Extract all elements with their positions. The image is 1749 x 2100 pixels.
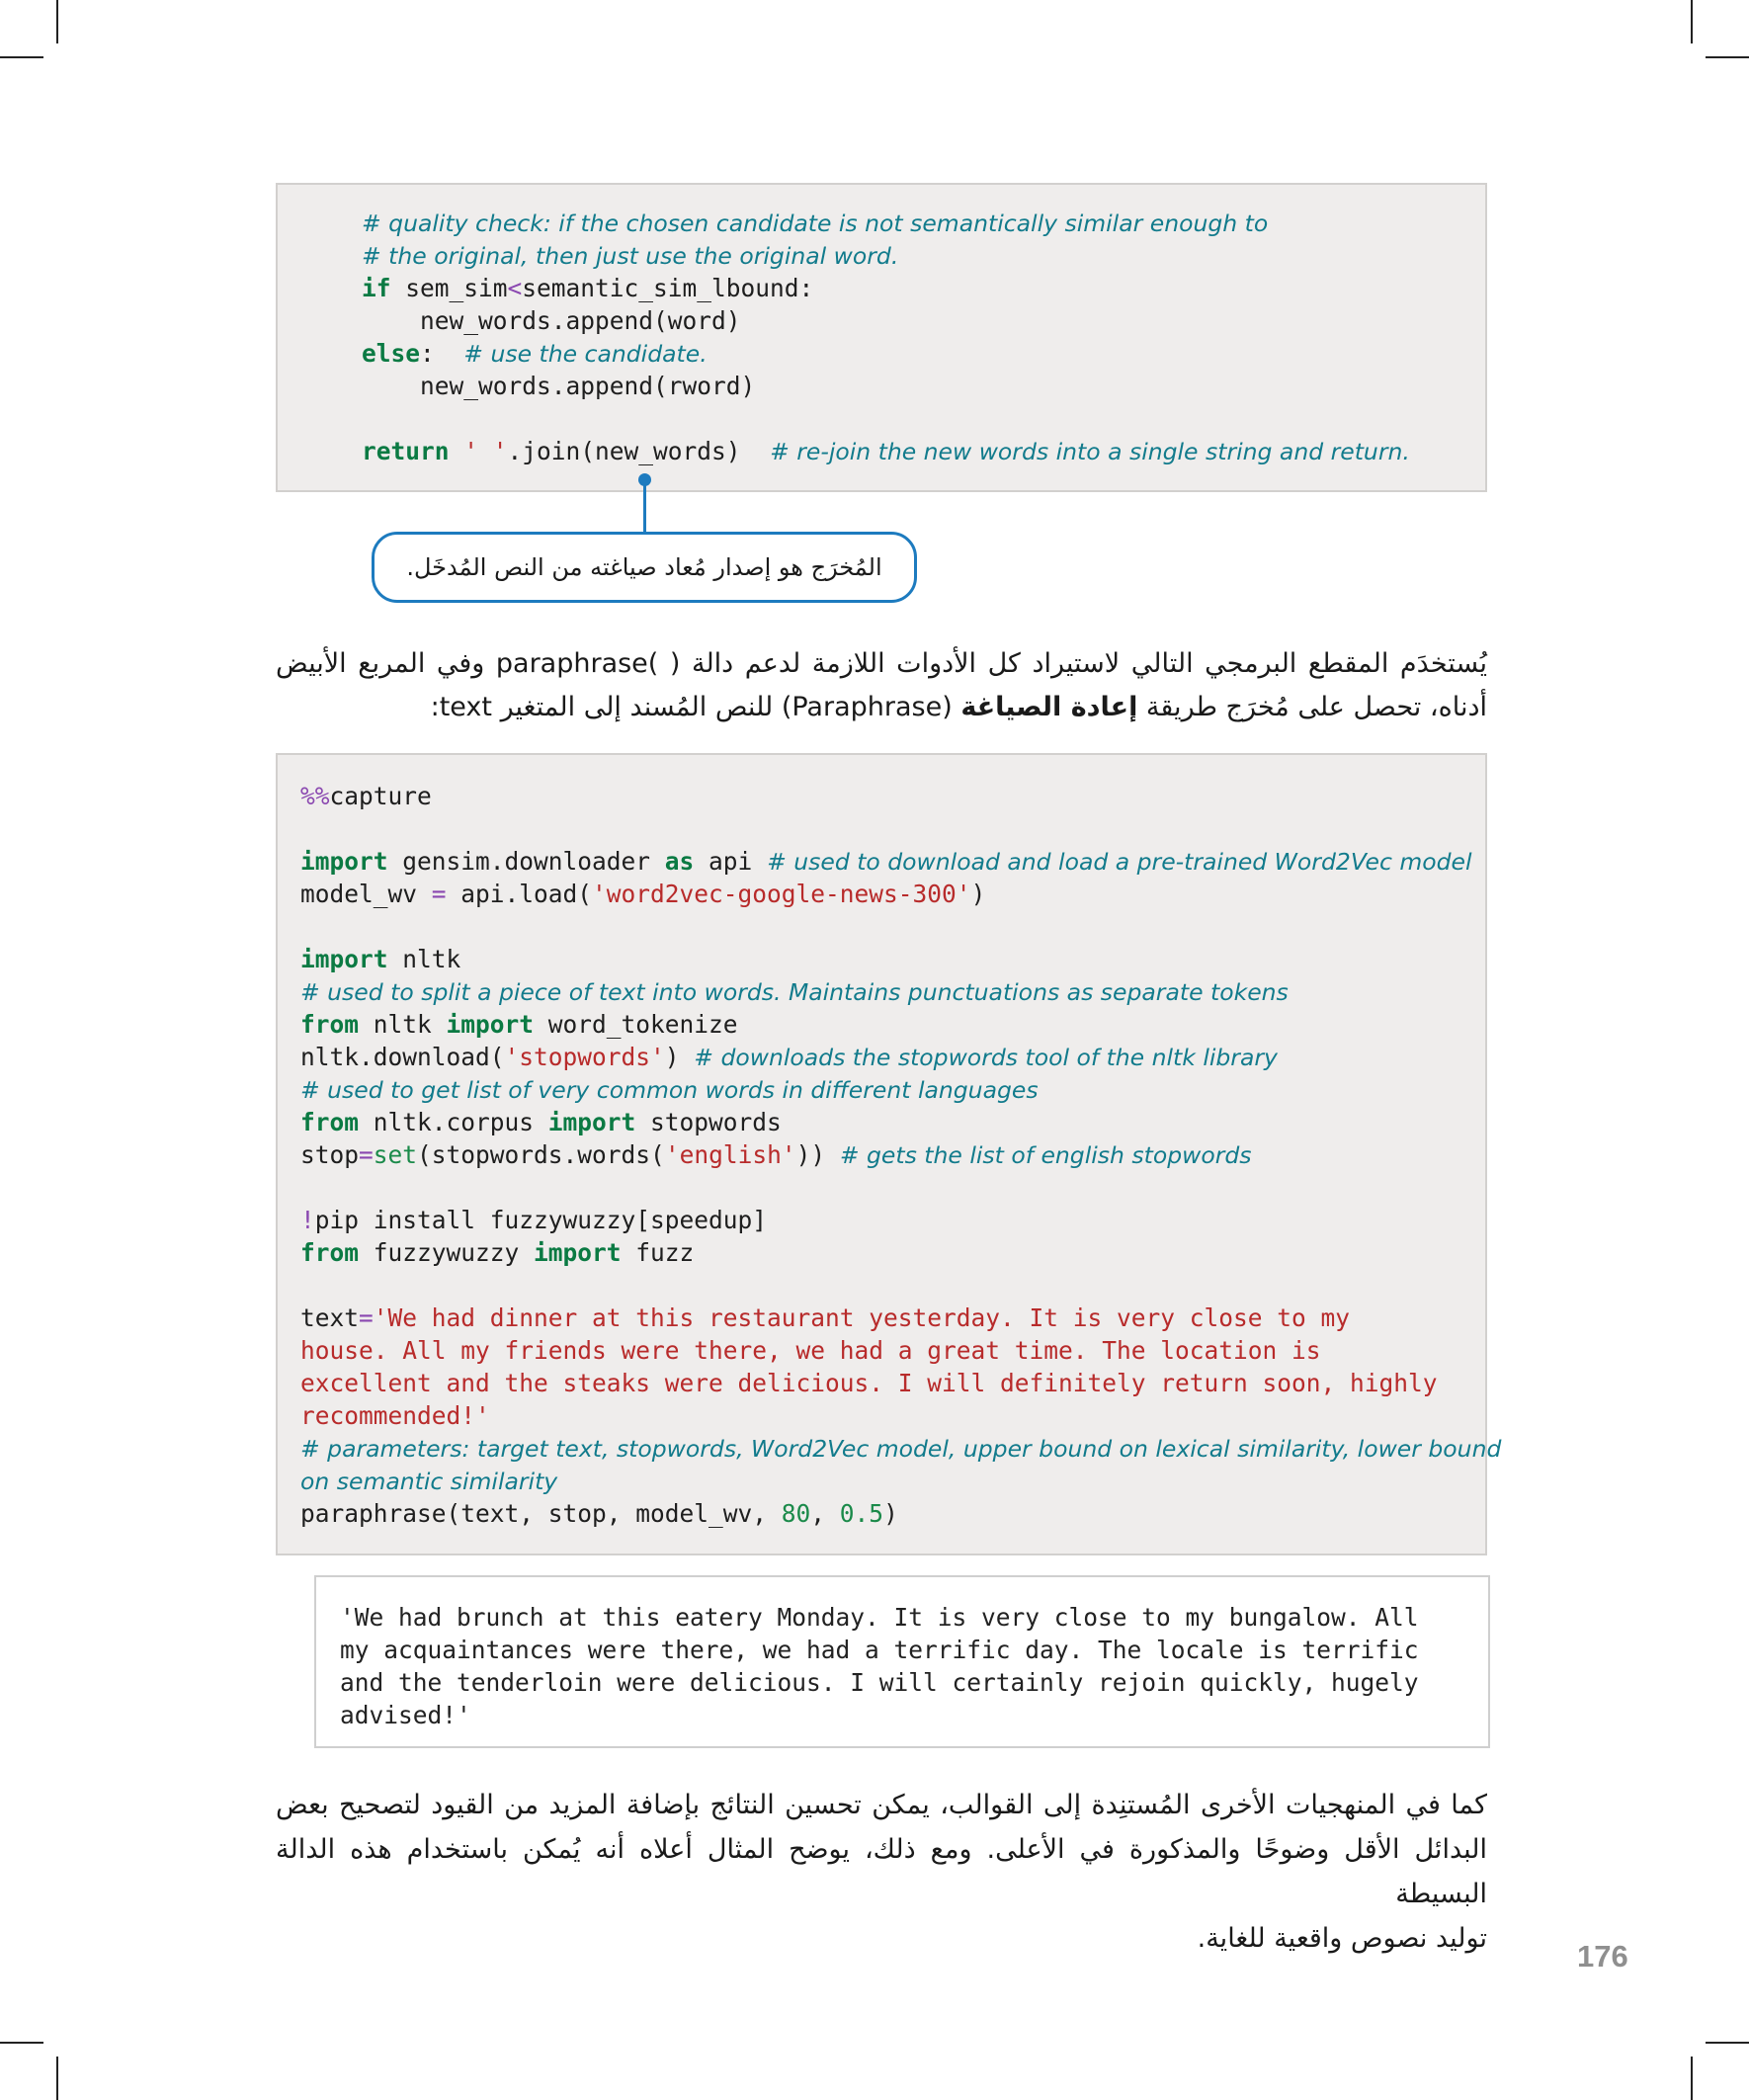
code-keyword: import	[534, 1238, 622, 1267]
code-keyword: return	[362, 437, 450, 465]
code-line	[300, 1204, 1501, 1236]
code-token: =	[359, 1303, 374, 1332]
code-comment: # gets the list of english stopwords	[839, 1141, 1252, 1169]
code-token: sem_sim	[390, 274, 508, 302]
code-line	[300, 975, 1501, 1008]
code-line	[300, 1334, 1501, 1367]
code-line	[300, 1106, 1501, 1138]
crop-mark	[1691, 2057, 1693, 2100]
code-line	[362, 272, 1410, 304]
output-line: 'We had brunch at this eatery Monday. It is very close to my bungalow. All	[340, 1603, 1419, 1632]
crop-mark	[1691, 0, 1693, 43]
code-line	[300, 1008, 1501, 1041]
code-keyword: from	[300, 1010, 360, 1039]
code-token: ))	[795, 1140, 840, 1169]
code-comment: on semantic similarity	[300, 1468, 558, 1495]
code-token: capture	[329, 782, 432, 810]
code-token: =	[359, 1140, 374, 1169]
code-token: fuzz	[621, 1238, 695, 1267]
code-string: house. All my friends were there, we had a great time. The location is	[300, 1336, 1321, 1365]
code-token: <	[507, 274, 523, 302]
code-token: fuzzywuzzy	[359, 1238, 535, 1267]
code-line	[362, 304, 1410, 337]
code-keyword: import	[446, 1010, 535, 1039]
code-token: gensim.downloader	[387, 847, 665, 876]
code-keyword: import	[547, 1108, 636, 1136]
code-keyword: import	[300, 945, 388, 973]
paragraph-conclusion-line1: كما في المنهجيات الأخرى المُستنِدة إلى القوالب، يمكن تحسين النتائج بإضافة المزيد من القيود لتصحيح بعض	[276, 1790, 1487, 1820]
code-token	[450, 437, 464, 465]
code-keyword: from	[300, 1108, 360, 1136]
code-token: stopwords	[635, 1108, 782, 1136]
code-keyword: if	[362, 274, 391, 302]
code-line	[362, 370, 1410, 402]
code-line	[300, 1497, 1501, 1530]
output-line: advised!'	[340, 1701, 471, 1729]
code-token: pip install fuzzywuzzy[speedup]	[314, 1206, 768, 1234]
code-token: stop	[300, 1140, 360, 1169]
paragraph-conclusion-line3: توليد نصوص واقعية للغاية.	[1197, 1923, 1487, 1954]
code-line	[300, 845, 1501, 878]
code-token: ,	[810, 1499, 840, 1528]
code-string: 'We had dinner at this restaurant yesterday. It is very close to my	[373, 1303, 1351, 1332]
code-token: semantic_sim_lbound:	[522, 274, 814, 302]
code-line	[300, 1073, 1501, 1106]
code-string: 'word2vec-google-news-300'	[592, 880, 971, 908]
code-line	[300, 1465, 1501, 1497]
output-line: my acquaintances were there, we had a terrific day. The locale is terrific	[340, 1636, 1419, 1664]
code-line	[300, 910, 1501, 943]
code-line	[362, 239, 1410, 272]
code-line	[362, 402, 1410, 435]
code-line	[300, 780, 1501, 812]
code-line	[300, 812, 1501, 845]
code-comment: # used to download and load a pre-trained Word2Vec model	[767, 848, 1472, 876]
code-line	[300, 878, 1501, 910]
code-keyword: from	[300, 1238, 360, 1267]
callout-box	[372, 532, 917, 603]
crop-mark	[56, 0, 58, 43]
page-number: 176	[1577, 1939, 1628, 1974]
code-token: nltk.corpus	[359, 1108, 548, 1136]
code-keyword: else	[362, 339, 421, 368]
paragraph-intro-line2-b: (Paraphrase) للنص المُسند إلى المتغير text:	[430, 692, 961, 722]
code-main-lines	[300, 780, 1501, 1530]
code-line	[362, 207, 1410, 239]
callout-text: المُخرَج هو إصدار مُعاد صياغته من النص المُدخَل.	[406, 553, 882, 581]
code-token: %%	[300, 782, 330, 810]
code-keyword: as	[664, 847, 695, 876]
code-line	[300, 1171, 1501, 1204]
paragraph-intro-line1: يُستخدَم المقطع البرمجي التالي لاستيراد كل الأدوات اللازمة لدعم دالة ( )paraphrase وفي المربع الأبيض	[276, 648, 1488, 679]
code-line	[300, 1399, 1501, 1432]
crop-mark	[1706, 56, 1749, 58]
code-token: set	[373, 1140, 418, 1169]
code-token: nltk	[359, 1010, 447, 1039]
code-comment: # used to get list of very common words in different languages	[300, 1076, 1039, 1104]
code-token: paraphrase(text, stop, model_wv,	[300, 1499, 782, 1528]
code-token: 0.5	[839, 1499, 884, 1528]
code-line	[300, 1302, 1501, 1334]
code-string: ' '	[463, 437, 508, 465]
paragraph-intro-bold-term: إعادة الصياغة	[960, 692, 1138, 722]
code-token: nltk	[387, 945, 461, 973]
output-line: and the tenderloin were delicious. I will certainly rejoin quickly, hugely	[340, 1668, 1419, 1697]
crop-mark	[1706, 2042, 1749, 2044]
code-comment: # parameters: target text, stopwords, Word2Vec model, upper bound on lexical similarity, lower bound	[300, 1435, 1502, 1463]
paragraph-conclusion	[276, 1783, 1487, 1961]
paragraph-intro	[276, 642, 1487, 729]
code-token: api.load(	[446, 880, 593, 908]
code-string: 'english'	[664, 1140, 796, 1169]
code-token: )	[664, 1043, 695, 1071]
code-keyword: import	[300, 847, 388, 876]
code-line	[362, 337, 1410, 370]
code-string: recommended!'	[300, 1401, 490, 1430]
code-token: text	[300, 1303, 360, 1332]
code-line	[300, 1367, 1501, 1399]
code-comment: # used to split a piece of text into words. Maintains punctuations as separate tokens	[300, 978, 1289, 1006]
code-token: new_words.append(rword)	[362, 372, 756, 400]
crop-mark	[0, 2042, 43, 2044]
code-comment: # re-join the new words into a single string and return.	[770, 438, 1410, 465]
output-lines	[340, 1601, 1419, 1731]
code-top-lines	[362, 207, 1410, 467]
code-token: !	[300, 1206, 315, 1234]
code-token: model_wv	[300, 880, 432, 908]
code-string: excellent and the steaks were delicious. I will definitely return soon, highly	[300, 1369, 1438, 1397]
callout-dot	[638, 473, 651, 486]
code-line	[362, 435, 1410, 467]
code-comment: # use the candidate.	[463, 340, 708, 368]
code-comment: # downloads the stopwords tool of the nltk library	[694, 1044, 1278, 1071]
code-string: 'stopwords'	[504, 1043, 665, 1071]
paragraph-intro-line2-a: أدناه، تحصل على مُخرَج طريقة	[1137, 692, 1487, 722]
code-token: )	[883, 1499, 898, 1528]
code-token: new_words.append(word)	[362, 306, 741, 335]
code-comment: # quality check: if the chosen candidate is not semantically similar enough to	[362, 210, 1269, 237]
code-token: api	[694, 847, 768, 876]
code-token: .join(new_words)	[507, 437, 771, 465]
code-line	[300, 1138, 1501, 1171]
paragraph-intro-line2	[276, 686, 1487, 729]
code-token: :	[420, 339, 464, 368]
code-token: =	[431, 880, 447, 908]
code-token: word_tokenize	[534, 1010, 738, 1039]
crop-mark	[0, 56, 43, 58]
code-line	[300, 943, 1501, 975]
code-token: nltk.download(	[300, 1043, 505, 1071]
code-line	[300, 1269, 1501, 1302]
code-line	[300, 1432, 1501, 1465]
code-line	[300, 1041, 1501, 1073]
code-comment: # the original, then just use the original word.	[362, 242, 899, 270]
code-line	[300, 1236, 1501, 1269]
code-token: (stopwords.words(	[417, 1140, 665, 1169]
code-token: 80	[781, 1499, 811, 1528]
crop-mark	[56, 2057, 58, 2100]
code-token: )	[970, 880, 986, 908]
paragraph-conclusion-line2: البدائل الأقل وضوحًا والمذكورة في الأعلى. ومع ذلك، يوضح المثال أعلاه أنه يُمكن باستخدام هذه الدالة البسيطة	[276, 1834, 1487, 1909]
